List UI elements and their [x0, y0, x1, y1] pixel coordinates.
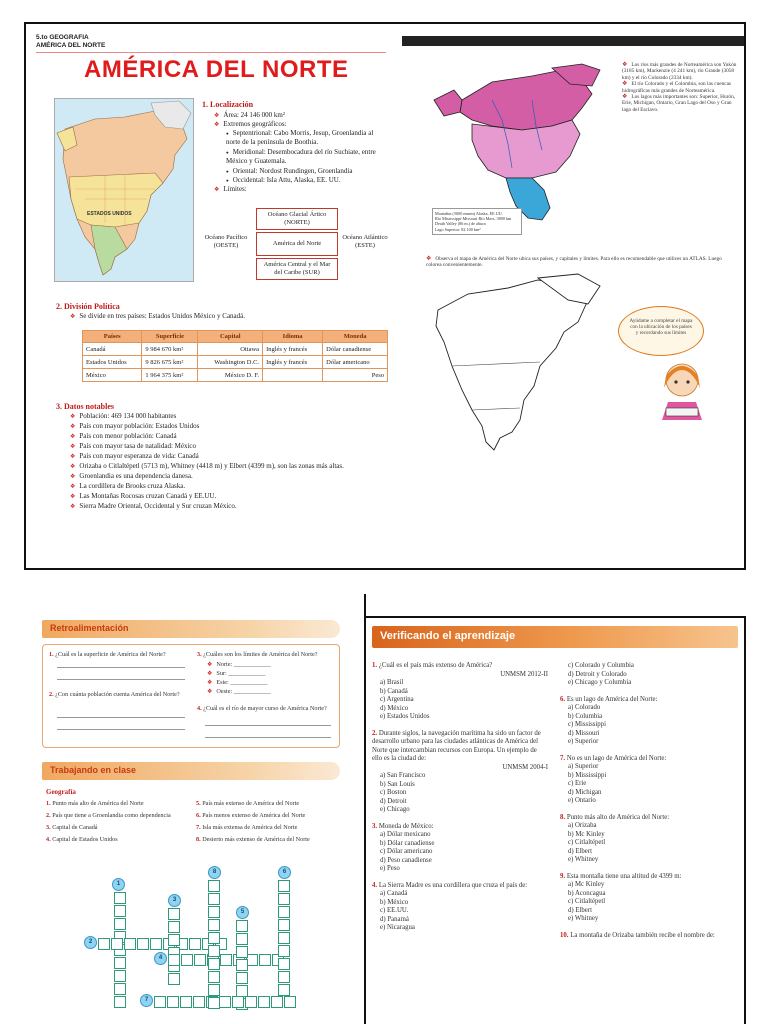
- clue-text: Punto más alto de América del Norte: [52, 800, 144, 807]
- crossword-cell[interactable]: [271, 996, 283, 1008]
- option: a) Dólar mexicano: [380, 831, 431, 838]
- clue-5: 5. País más extenso de América del Norte: [196, 800, 300, 807]
- map-legend: [432, 208, 522, 235]
- question-2: 2. ¿Con cuánta población cuenta América del Norte?: [49, 691, 180, 698]
- question-text: La montaña de Orizaba también recibe el nombre de:: [570, 931, 715, 939]
- crossword-cell[interactable]: [236, 972, 248, 984]
- left-column-questions: [372, 662, 548, 933]
- observe-instruction: ❖ Observa el mapa de América del Norte ubica sus países, y capitales y límites. Para ello es recomendable que utilices un ATLAS. Luego colorea convenientemente.: [426, 256, 736, 269]
- header-band: [402, 36, 744, 46]
- table-cell: 9 984 670 km²: [142, 343, 198, 356]
- crossword-cell[interactable]: [98, 938, 110, 950]
- map-country-label: ESTADOS UNIDOS: [87, 211, 132, 217]
- map-note-item: ❖ El río Colorado y el Colombia, son las cuencas hidrográficas más grandes de Norteamérica.: [622, 81, 738, 94]
- datos-item: ❖ Población: 469 134 000 habitantes: [70, 412, 176, 422]
- question-2: 2. Durante siglos, la navegación marítima ha sido un factor de desarrollo urbano para las ciudades atlánticas de América del Norte que intercambian recursos con Europa. Un ejemplo de ello es la ciudad de:: [372, 729, 541, 762]
- verificando-bar: [372, 626, 738, 648]
- option: d) Detroit y Colorado: [568, 670, 627, 678]
- crossword-cell[interactable]: [189, 938, 201, 950]
- option: c) EE.UU.: [380, 907, 409, 914]
- table-row: [83, 343, 388, 356]
- table-cell: Dólar americano: [323, 356, 388, 369]
- datos-item: ❖ País con menor población: Canadá: [70, 432, 177, 442]
- legend-item: Lago Superior: 82 100 km²: [435, 226, 481, 232]
- option: e) Nicaragua: [380, 924, 415, 931]
- options-1: [372, 679, 548, 722]
- option: a) Canadá: [380, 890, 408, 897]
- options-5: [560, 662, 740, 688]
- datos-item: ❖ Las Montañas Rocosas cruzan Canadá y EE.UU.: [70, 492, 216, 502]
- option: e) Whitney: [568, 856, 599, 863]
- map-graphic: [55, 99, 194, 282]
- crossword-cell[interactable]: [232, 996, 244, 1008]
- clue-text: Capital de Canadá: [52, 824, 98, 831]
- crossword-cell[interactable]: [278, 880, 290, 892]
- table-cell: Estados Unidos: [83, 356, 142, 369]
- clue-2: 2. País que tiene a Groenlandia como dependencia: [46, 812, 171, 819]
- crossword-cell[interactable]: [193, 996, 205, 1008]
- clue-1: 1. Punto más alto de América del Norte: [46, 800, 144, 807]
- right-page: [402, 24, 744, 568]
- clue-text: Capital de Estados Unidos: [52, 836, 118, 843]
- crossword-cell[interactable]: [278, 984, 290, 996]
- geografia-heading: Geografía: [46, 788, 76, 796]
- crossword-cell[interactable]: [278, 906, 290, 918]
- crossword-cell[interactable]: [284, 996, 296, 1008]
- table-cell: Peso: [323, 369, 388, 382]
- option: d) Michigan: [568, 788, 602, 796]
- crossword-cell[interactable]: [114, 918, 126, 930]
- countries-table: [82, 330, 388, 382]
- question-10: 10. La montaña de Orizaba también recibe el nombre de:: [560, 931, 715, 939]
- table-cell: México D. F.: [198, 369, 263, 382]
- clue-3: 3. Capital de Canadá: [46, 824, 98, 831]
- option: c) Argentina: [380, 696, 414, 703]
- crossword-cell[interactable]: [167, 996, 179, 1008]
- verificando-title: Verificando el aprendizaje: [380, 630, 516, 642]
- crossword-cell[interactable]: [114, 970, 126, 982]
- option: e) Whitney: [568, 915, 599, 922]
- question-text: Moneda de México:: [378, 822, 434, 830]
- option: b) Aconcagua: [568, 889, 606, 897]
- crossword-cell[interactable]: [150, 938, 162, 950]
- option: d) Detroit: [380, 797, 407, 805]
- table-header: Capital: [198, 331, 263, 343]
- question-text: Durante siglos, la navegación marítima ha sido un factor de desarrollo urbano para las ciudades atlánticas de América del Norte que intercambian recursos con Europa. Un ejemplo de ello es la ciudad de:: [372, 729, 541, 762]
- crossword-cell[interactable]: [278, 932, 290, 944]
- crossword-cell[interactable]: [208, 919, 220, 931]
- crossword-cell[interactable]: [111, 938, 123, 950]
- clue-text: Isla más extensa de América del Norte: [202, 824, 298, 831]
- crossword-cell[interactable]: [168, 934, 180, 946]
- table-header: Idioma: [263, 331, 323, 343]
- limit-blank: ❖ Sur: ____________: [207, 670, 265, 678]
- limit-south-box: América Central y el Mar del Caribe (SUR): [256, 258, 338, 280]
- table-header: Países: [83, 331, 142, 343]
- table-row: [83, 369, 388, 382]
- option: d) Peso canadiense: [380, 856, 432, 864]
- option: c) Colorado y Columbia: [568, 662, 634, 669]
- crossword-cell[interactable]: [168, 908, 180, 920]
- question-4: 4. ¿Cuál es el río de mayor curso de América Norte?: [197, 705, 327, 712]
- option: c) Erie: [568, 780, 587, 787]
- question-text: Esta montaña tiene una altitud de 4399 m:: [566, 872, 682, 880]
- datos-item: ❖ País con mayor tasa de natalidad: México: [70, 442, 196, 452]
- options-3: [372, 831, 548, 874]
- crossword-cell[interactable]: [137, 938, 149, 950]
- table-header: Superficie: [142, 331, 198, 343]
- crossword-cell[interactable]: [245, 996, 257, 1008]
- question-9: 9. Esta montaña tiene una altitud de 4399 m:: [560, 872, 682, 880]
- options-8: [560, 822, 740, 865]
- table-header-row: [83, 331, 388, 343]
- crossword-cell[interactable]: [168, 954, 180, 966]
- table-cell: Inglés y francés: [263, 343, 323, 356]
- option: c) Citlaltépetl: [568, 839, 606, 846]
- retroalimentacion-title: Retroalimentación: [50, 623, 129, 633]
- option: e) Chicago y Columbia: [568, 679, 632, 686]
- page-title: AMÉRICA DEL NORTE: [84, 56, 349, 83]
- crossword-number: 6: [278, 866, 291, 879]
- clue-8: 8. Desierto más extenso de América del Norte: [196, 836, 310, 843]
- limites-heading: ❖ Límites:: [214, 185, 247, 195]
- options-2: [372, 772, 548, 815]
- option: a) Colorado: [568, 704, 601, 711]
- oriental-text: ● Oriental: Nordost Rundingen, Groenlandia: [226, 167, 388, 176]
- option: d) Missouri: [568, 729, 600, 737]
- question-4-text: ¿Cuál es el río de mayor curso de América Norte?: [203, 705, 327, 712]
- source-label: UNMSM 2012-II: [500, 670, 548, 678]
- option: b) Columbia: [568, 712, 603, 720]
- crossword-cell[interactable]: [236, 946, 248, 958]
- crossword-number: 8: [208, 866, 221, 879]
- question-text: Punto más alto de América del Norte:: [566, 813, 670, 821]
- option: a) Brasil: [380, 679, 404, 686]
- clue-text: País más extenso de América del Norte: [202, 800, 300, 807]
- table-cell: [263, 369, 323, 382]
- option: d) Elbert: [568, 906, 592, 914]
- crossword-number: 5: [236, 906, 249, 919]
- map-note-item: ❖ Los ríos más grandes de Norteamérica son Yukón (3185 km), Mackenzie (4 241 km), río Grande (3058 km) y el río Colorado (2334 km).: [622, 62, 738, 81]
- question-4: 4. La Sierra Madre es una cordillera que cruza el país de:: [372, 881, 528, 889]
- bottom-left-worksheet: [38, 614, 344, 1024]
- girl-reading-illustration: [652, 358, 712, 422]
- septentrional-text: ● Septentrional: Cabo Morris, Jesup, Groenlandia al norte de la península de Boothia.: [226, 129, 388, 147]
- right-column-questions: [560, 662, 740, 940]
- question-7: 7. No es un lago de América del Norte:: [560, 754, 667, 762]
- option: b) Mississippi: [568, 771, 607, 779]
- option: e) Ontario: [568, 797, 596, 804]
- crossword-cell[interactable]: [208, 958, 220, 970]
- option: e) Peso: [380, 865, 400, 872]
- option: b) Canadá: [380, 687, 408, 695]
- option: a) Orizaba: [568, 822, 597, 829]
- limit-blank: ❖ Este: ____________: [207, 679, 267, 687]
- question-text: ¿Cuál es el país más extenso de América?: [378, 662, 493, 669]
- source-label: UNMSM 2004-I: [502, 763, 548, 771]
- crossword-cell[interactable]: [208, 971, 220, 983]
- option: c) Citlaltépetl: [568, 898, 606, 905]
- area-text: ❖ Área: 24 146 000 km²: [214, 111, 285, 121]
- crossword-cell[interactable]: [168, 973, 180, 985]
- datos-item: ❖ País con mayor población: Estados Unidos: [70, 422, 199, 432]
- clue-text: País que tiene a Groenlandia como dependencia: [52, 812, 171, 819]
- crossword-number: 2: [84, 936, 97, 949]
- crossword-cell[interactable]: [180, 996, 192, 1008]
- table-cell: México: [83, 369, 142, 382]
- extremos-heading: ❖ Extremos geográficos:: [214, 120, 287, 130]
- datos-item: ❖ Orizaba o Citlaltépetl (5713 m), Whitney (4418 m) y Elbert (4399 m), son las zonas más altas.: [70, 462, 390, 472]
- options-4: [372, 890, 548, 933]
- option: a) San Francisco: [380, 772, 426, 779]
- section-datos-heading: 3. Datos notables: [56, 402, 115, 411]
- crossword-cell[interactable]: [114, 892, 126, 904]
- crossword-number: 4: [154, 952, 167, 965]
- clue-4: 4. Capital de Estados Unidos: [46, 836, 118, 843]
- question-3-text: ¿Cuáles son los límites de América del Norte?: [203, 651, 318, 658]
- question-text: No es un lago de América del Norte:: [566, 754, 667, 762]
- division-text: ❖ Se divide en tres países: Estados Unidos México y Canadá.: [70, 312, 245, 322]
- section-localizacion-heading: 1. Localización: [202, 100, 254, 109]
- crossword-cell[interactable]: [208, 893, 220, 905]
- datos-item: ❖ Sierra Madre Oriental, Occidental y Sur cruzan México.: [70, 502, 237, 512]
- trabajando-title: Trabajando en clase: [50, 765, 137, 775]
- question-3: 3. Moneda de México:: [372, 822, 434, 830]
- course-name: 5.to GEOGRAFIA: [36, 34, 89, 41]
- crossword-cell[interactable]: [259, 954, 271, 966]
- option: b) Dólar canadiense: [380, 839, 435, 847]
- subject-name: AMÉRICA DEL NORTE: [36, 42, 106, 49]
- datos-item: ❖ País con mayor esperanza de vida: Canadá: [70, 452, 199, 462]
- crossword-cell[interactable]: [114, 996, 126, 1008]
- option: c) Mississippi: [568, 721, 606, 728]
- limit-center-box: América del Norte: [256, 232, 338, 256]
- option: c) Boston: [380, 789, 407, 796]
- limit-east-box: Océano Atlántico (ESTE): [338, 232, 392, 256]
- crossword-cell[interactable]: [114, 957, 126, 969]
- limit-west-box: Océano Pacífico (OESTE): [198, 232, 254, 256]
- crossword-cell[interactable]: [236, 959, 248, 971]
- option: a) Superior: [568, 763, 599, 770]
- table-cell: Ottawa: [198, 343, 263, 356]
- crossword-number: 7: [140, 994, 153, 1007]
- table-cell: Inglés y francés: [263, 356, 323, 369]
- crossword-cell[interactable]: [278, 919, 290, 931]
- section-division-heading: 2. División Política: [56, 302, 120, 311]
- table-cell: Dólar canadiense: [323, 343, 388, 356]
- question-3: 3. ¿Cuáles son los límites de América del Norte?: [197, 651, 318, 658]
- question-1: 1. ¿Cuál es el país más extenso de América?: [372, 662, 493, 669]
- question-1-text: ¿Cuál es la superficie de América del Norte?: [55, 651, 166, 658]
- options-6: [560, 704, 740, 747]
- question-text: La Sierra Madre es una cordillera que cruza el país de:: [378, 881, 528, 889]
- question-8: 8. Punto más alto de América del Norte:: [560, 813, 670, 821]
- question-6: 6. Es un lago de América del Norte:: [560, 695, 658, 703]
- course-label: [36, 34, 105, 50]
- left-page: [26, 24, 392, 568]
- crossword-cell[interactable]: [208, 932, 220, 944]
- crossword-cell[interactable]: [278, 893, 290, 905]
- crossword-cell[interactable]: [278, 958, 290, 970]
- bottom-right-worksheet: [364, 616, 746, 1024]
- legend-item: Death Valley (86 m.) de altura: [435, 221, 486, 227]
- crossword-cell[interactable]: [194, 954, 206, 966]
- crossword-cell[interactable]: [236, 933, 248, 945]
- table-cell: Washington D.C.: [198, 356, 263, 369]
- crossword-cell[interactable]: [208, 906, 220, 918]
- question-2-text: ¿Con cuánta población cuenta América del Norte?: [55, 691, 180, 698]
- limit-north-box: Océano Glacial Ártico (NORTE): [256, 208, 338, 230]
- clue-text: País menos extenso de América del Norte: [202, 812, 306, 819]
- option: b) Mc Kinley: [568, 830, 605, 838]
- option: b) México: [380, 898, 409, 906]
- crossword-cell[interactable]: [278, 971, 290, 983]
- speech-bubble: Ayúdame a completar el mapa con la ubicación de los países y recordando sus límites: [618, 306, 704, 356]
- crossword-cell[interactable]: [258, 996, 270, 1008]
- crossword-cell[interactable]: [181, 954, 193, 966]
- question-text: Es un lago de América del Norte:: [566, 695, 658, 703]
- table-cell: Canadá: [83, 343, 142, 356]
- table-cell: 1 964 375 km²: [142, 369, 198, 382]
- clue-text: Desierto más extenso de América del Norte: [202, 836, 310, 843]
- option: c) Dólar americano: [380, 848, 433, 855]
- datos-item: ❖ La cordillera de Brooks cruza Alaska.: [70, 482, 185, 492]
- legend-item: Río Mississippi-Missouri Río Mass. 3800 km: [435, 216, 512, 222]
- option: e) Estados Unidos: [380, 713, 430, 720]
- crossword-cell[interactable]: [278, 945, 290, 957]
- option: d) Panamá: [380, 915, 409, 923]
- crossword-cell[interactable]: [114, 905, 126, 917]
- option: a) Mc Kinley: [568, 881, 605, 888]
- map-notes: [622, 62, 738, 113]
- top-worksheet: [24, 22, 746, 570]
- crossword-number: 1: [112, 878, 125, 891]
- table-header: Moneda: [323, 331, 388, 343]
- crossword-cell[interactable]: [219, 996, 231, 1008]
- clue-7: 7. Isla más extensa de América del Norte: [196, 824, 298, 831]
- crossword-cell[interactable]: [168, 921, 180, 933]
- map-note-item: ❖ Los lagos más importantes son: Superior, Hurón, Erie, Michigan, Ontario, Gran Lago del Oso y Gran lago del Esclavo.: [622, 94, 738, 113]
- datos-item: ❖ Groenlandia es una dependencia danesa.: [70, 472, 193, 482]
- option: e) Superior: [568, 738, 599, 745]
- options-9: [560, 881, 740, 924]
- option: b) San Louis: [380, 780, 415, 788]
- crossword-cell[interactable]: [208, 997, 220, 1009]
- option: d) México: [380, 704, 409, 712]
- option: e) Chicago: [380, 806, 410, 813]
- table-cell: 9 826 675 km²: [142, 356, 198, 369]
- legend-item: Montañas (5000 msnm) Alaska, EE.UU.: [435, 211, 503, 216]
- crossword-number: 3: [168, 894, 181, 907]
- crossword-cell[interactable]: [154, 996, 166, 1008]
- crossword-cell[interactable]: [208, 984, 220, 996]
- limit-blank: ❖ Oeste: ____________: [207, 688, 271, 696]
- option: d) Elbert: [568, 847, 592, 855]
- occidental-text: ● Occidental: Isla Attu, Alaska, EE. UU.: [226, 176, 388, 185]
- blank-outline-map: [428, 270, 608, 456]
- question-1: 1. ¿Cuál es la superficie de América del Norte?: [49, 651, 166, 658]
- table-row: [83, 356, 388, 369]
- options-7: [560, 763, 740, 806]
- north-america-political-map: [54, 98, 194, 282]
- limit-blank: ❖ Norte: ____________: [207, 661, 271, 669]
- title-divider: [36, 52, 386, 53]
- crossword-cell[interactable]: [236, 920, 248, 932]
- crossword-grid: [38, 614, 344, 1024]
- crossword-cell[interactable]: [114, 983, 126, 995]
- clue-6: 6. País menos extenso de América del Norte: [196, 812, 306, 819]
- crossword-cell[interactable]: [208, 945, 220, 957]
- crossword-cell[interactable]: [220, 954, 232, 966]
- crossword-cell[interactable]: [124, 938, 136, 950]
- meridional-text: ● Meridional: Desembocadura del río Suchiate, entre México y Guatemala.: [226, 148, 388, 166]
- crossword-cell[interactable]: [208, 880, 220, 892]
